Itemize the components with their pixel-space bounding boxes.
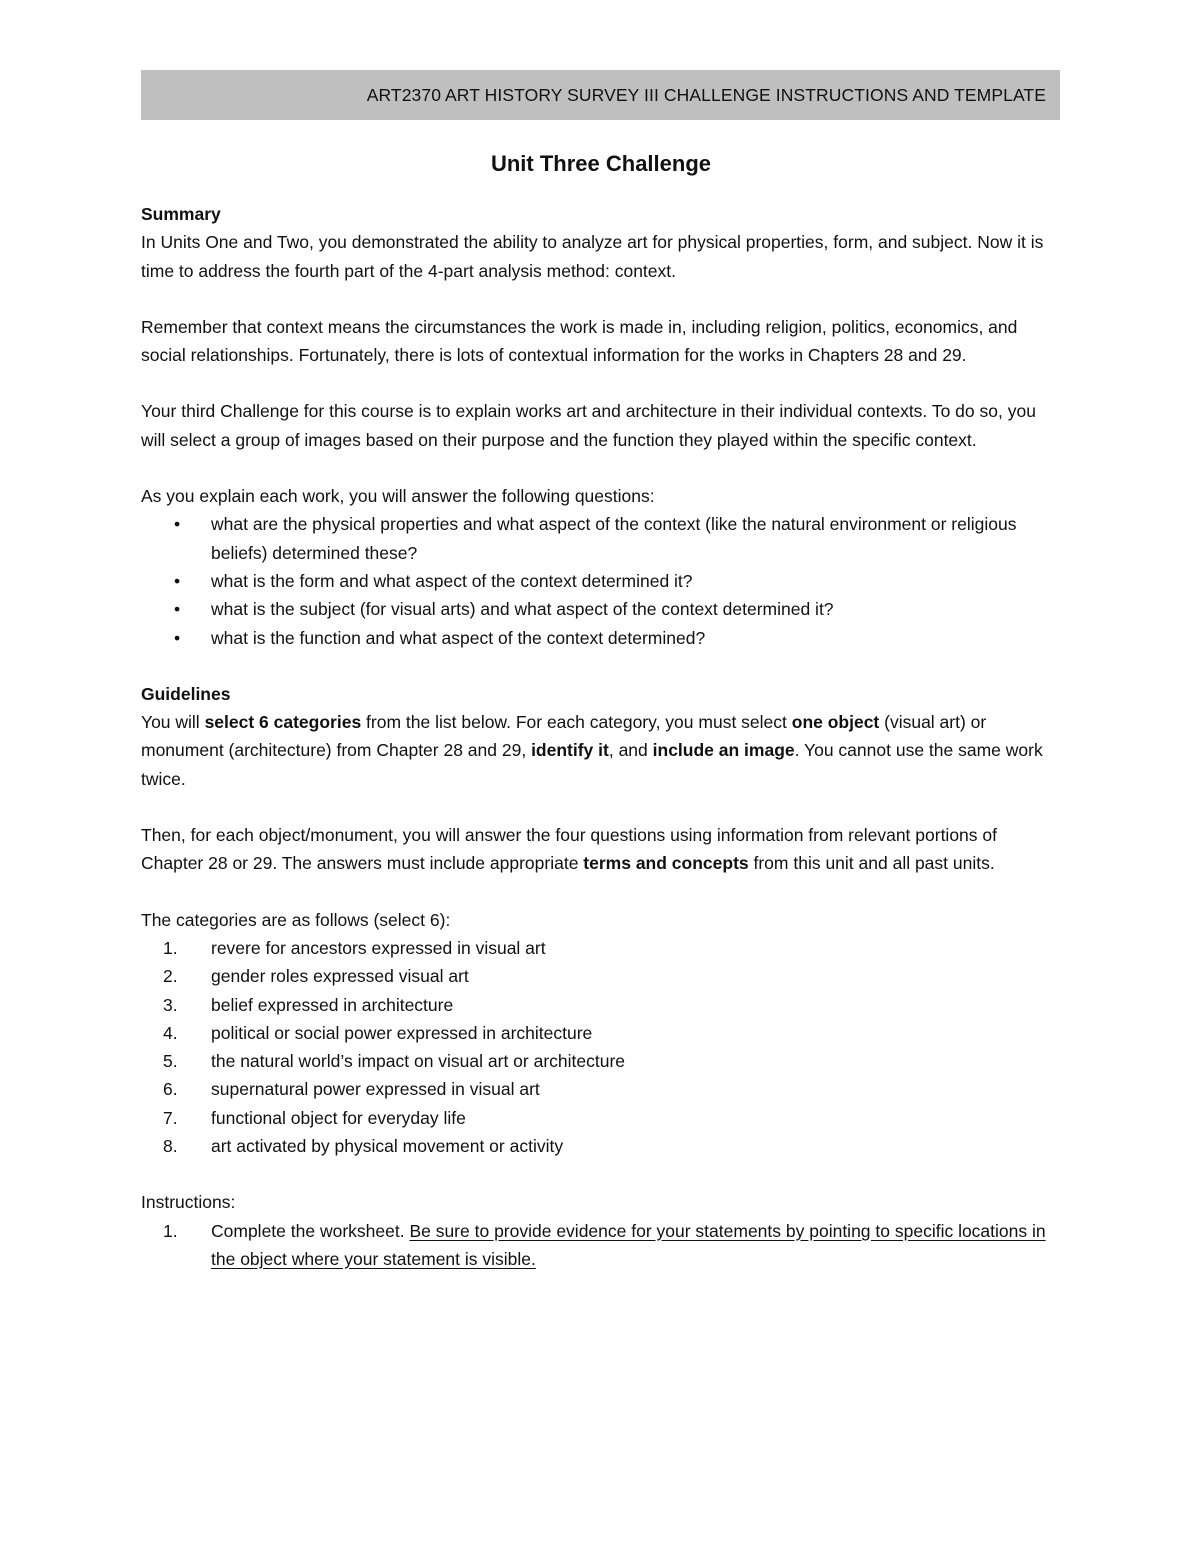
instructions-list	[141, 1217, 1061, 1274]
categories-list	[141, 934, 1061, 1160]
summary-paragraph-2: Remember that context means the circumstances the work is made in, including religion, politics, economics, and social relationships. Fortunately, there is lots of contextual information for the works in Chapters 28 and 29.	[141, 316, 1018, 366]
header-text: ART2370 ART HISTORY SURVEY III CHALLENGE INSTRUCTIONS AND TEMPLATE	[366, 84, 1046, 105]
summary-paragraph-4: As you explain each work, you will answer the following questions:	[141, 486, 655, 507]
summary-paragraph-1: In Units One and Two, you demonstrated the ability to analyze art for physical properties, form, and subject. Now it is time to address the fourth part of the 4-part analysis method: context.	[141, 232, 1044, 281]
list-item: 8. art activated by physical movement or activity	[163, 1136, 564, 1157]
list-item: • what is the form and what aspect of the context determined it?	[141, 567, 1061, 595]
list-item: 7. functional object for everyday life	[163, 1107, 466, 1128]
guidelines-heading: Guidelines	[141, 683, 231, 704]
summary-paragraph-3: Your third Challenge for this course is to explain works art and architecture in their individual contexts. To do so, you will select a group of images based on their purpose and the function they played within the specific context.	[141, 401, 1036, 450]
list-item: • what is the function and what aspect of the context determined?	[141, 624, 1061, 652]
list-item: 6. supernatural power expressed in visual art	[163, 1079, 540, 1100]
guidelines-paragraph-1: You will select 6 categories from the list below. For each category, you must select one object (visual art) or monument (architecture) from Chapter 28 and 29, identify it, and include an image. You cannot use the same work twice.	[141, 712, 1043, 789]
bullet-icon: •	[174, 599, 181, 620]
header-bar	[141, 70, 1060, 120]
summary-heading: Summary	[141, 204, 221, 224]
questions-list	[141, 510, 1061, 651]
list-item: 1. Complete the worksheet. Be sure to provide evidence for your statements by pointing to specific locations in the object where your statement is visible.	[163, 1220, 1046, 1269]
list-item: • what is the subject (for visual arts) and what aspect of the context determined it?	[141, 595, 1061, 623]
bullet-icon: •	[174, 514, 181, 535]
list-item: 2. gender roles expressed visual art	[163, 966, 469, 987]
page-title: Unit Three Challenge	[490, 151, 712, 176]
categories-intro: The categories are as follows (select 6):	[141, 909, 451, 930]
instructions-heading: Instructions:	[141, 1192, 236, 1213]
list-item: • what are the physical properties and what aspect of the context (like the natural environment or religious beliefs) determined these?	[141, 510, 1061, 567]
bullet-icon: •	[174, 627, 181, 648]
guidelines-paragraph-2: Then, for each object/monument, you will answer the four questions using information from relevant portions of Chapter 28 or 29. The answers must include appropriate terms and concepts from this unit and all past units.	[141, 825, 997, 874]
document-content	[141, 145, 1061, 1273]
list-item: 4. political or social power expressed in architecture	[163, 1022, 593, 1043]
bullet-icon: •	[174, 570, 181, 591]
list-item: 3. belief expressed in architecture	[163, 994, 454, 1015]
list-item: 5. the natural world’s impact on visual art or architecture	[163, 1051, 626, 1072]
underlined-instruction: Be sure to provide evidence for your statements by pointing to specific locations in the object where your statement is visible.	[211, 1220, 1046, 1269]
list-item: 1. revere for ancestors expressed in visual art	[163, 937, 546, 958]
